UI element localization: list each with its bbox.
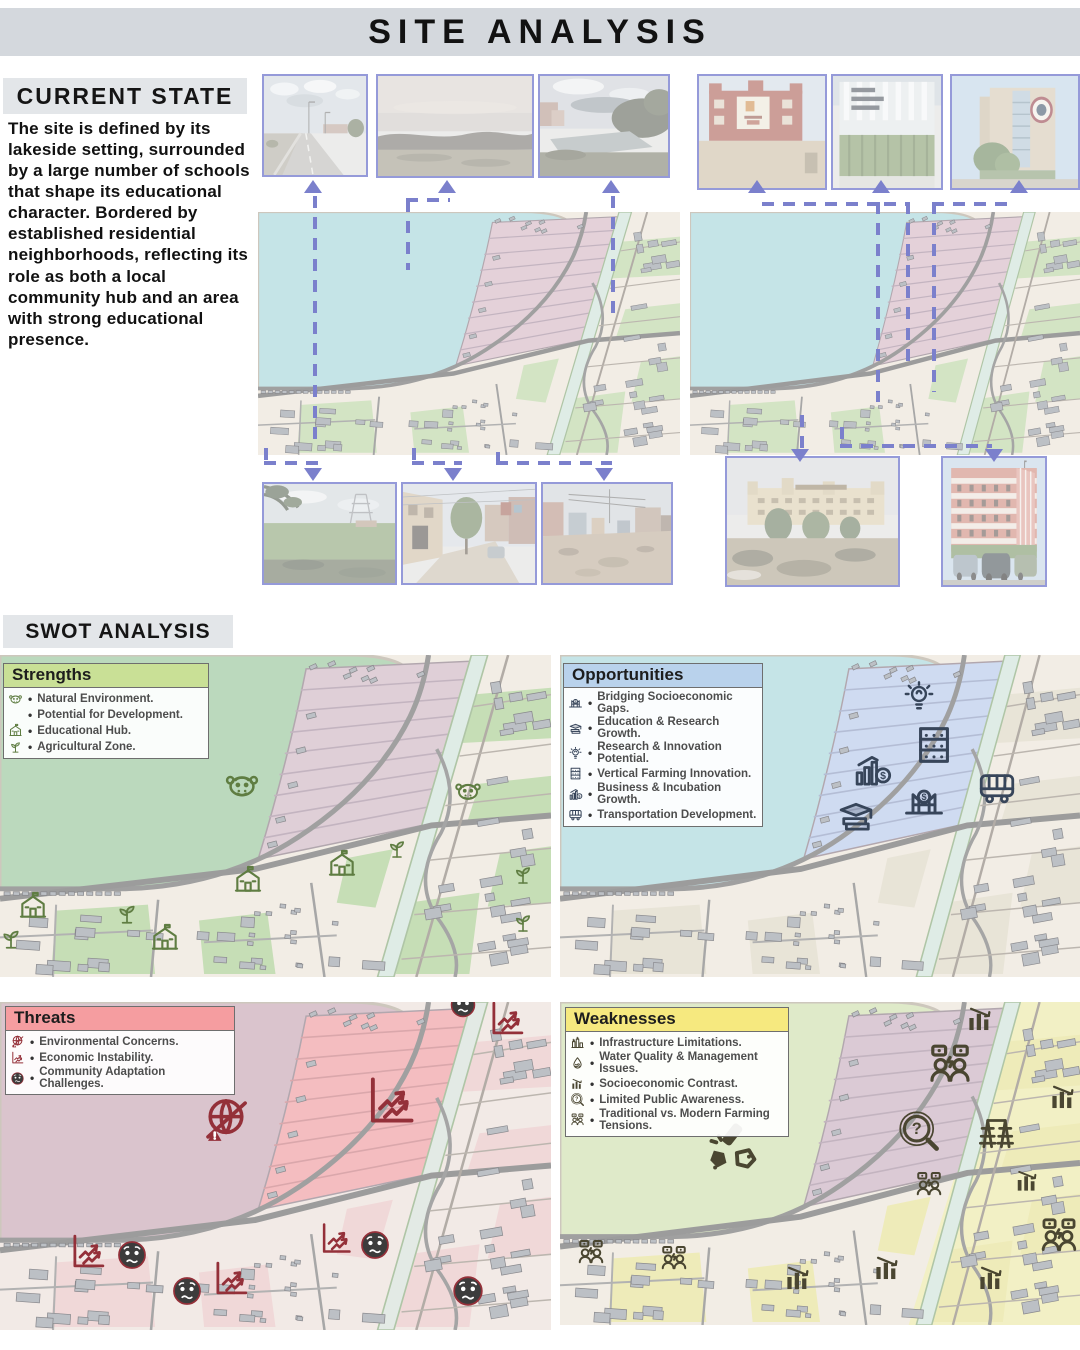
strengths-title: Strengths bbox=[4, 664, 208, 688]
connector-arrow-down-icon bbox=[595, 468, 613, 481]
legend-item-label: Economic Instability. bbox=[39, 1051, 154, 1064]
dashed-connector bbox=[406, 198, 450, 202]
face-icon bbox=[10, 1071, 25, 1086]
title-bar bbox=[0, 8, 1080, 56]
language-school-campus-photo bbox=[725, 456, 900, 587]
dashed-connector bbox=[406, 200, 410, 270]
current-state-heading: CURRENT STATE bbox=[3, 78, 247, 114]
bullet: • bbox=[590, 1076, 595, 1091]
dashed-connector bbox=[611, 196, 615, 314]
dashed-connector bbox=[496, 461, 612, 465]
swot-heading: SWOT ANALYSIS bbox=[3, 615, 233, 648]
legend-item-label: Natural Environment. bbox=[37, 692, 154, 705]
dashed-connector bbox=[313, 196, 317, 446]
connector-arrow-down-icon bbox=[444, 468, 462, 481]
connector-arrow-down-icon bbox=[304, 468, 322, 481]
bullet: • bbox=[590, 1113, 595, 1127]
bullet: • bbox=[28, 723, 33, 738]
shelves-icon bbox=[568, 766, 583, 781]
lakeside-highway-photo bbox=[262, 74, 368, 177]
legend-item bbox=[568, 716, 758, 740]
strengths-legend bbox=[3, 663, 209, 759]
school-icon bbox=[8, 723, 23, 738]
legend-item bbox=[568, 807, 758, 822]
legend-item-label: Limited Public Awareness. bbox=[599, 1093, 745, 1106]
svg-text:?: ? bbox=[911, 1120, 922, 1139]
legend-item bbox=[570, 1035, 784, 1050]
swot-quadrant-opportunities bbox=[560, 655, 1080, 977]
magq-icon bbox=[570, 1092, 585, 1107]
legend-item-label: Infrastructure Limitations. bbox=[599, 1036, 742, 1049]
legend-item bbox=[570, 1092, 784, 1107]
legend-item-label: Bridging Socioeconomic Gaps. bbox=[597, 691, 733, 715]
canal-waterway-photo bbox=[538, 74, 670, 178]
connector-arrow-up-icon bbox=[748, 180, 766, 193]
school-with-logo-photo bbox=[950, 74, 1080, 190]
legend-item-label: Research & Innovation Potential. bbox=[597, 741, 722, 765]
dashed-connector bbox=[412, 461, 462, 465]
current-state-map-east bbox=[690, 212, 1080, 455]
threats-legend bbox=[5, 1006, 235, 1095]
svg-text:$: $ bbox=[574, 698, 577, 703]
connector-arrow-up-icon bbox=[602, 180, 620, 193]
bullet: • bbox=[588, 807, 593, 822]
bullet: • bbox=[590, 1035, 595, 1050]
agricultural-field-photo bbox=[262, 482, 397, 585]
bullet: • bbox=[28, 707, 33, 722]
legend-item bbox=[568, 766, 758, 781]
connector-arrow-up-icon bbox=[1010, 180, 1028, 193]
connector-arrow-down-icon bbox=[985, 449, 1003, 462]
dashed-connector bbox=[800, 415, 804, 451]
bullet: • bbox=[30, 1050, 35, 1065]
dashed-connector bbox=[876, 202, 880, 402]
page-title: SITE ANALYSIS bbox=[368, 13, 712, 51]
weaknesses-legend bbox=[565, 1007, 789, 1137]
bullet: • bbox=[588, 746, 593, 760]
bullet: • bbox=[588, 787, 593, 801]
barsdown-icon bbox=[570, 1076, 585, 1091]
svg-text:$: $ bbox=[880, 769, 886, 782]
bullet: • bbox=[30, 1034, 35, 1049]
legend-item-label: Education & Research Growth. bbox=[597, 716, 720, 740]
legend-item bbox=[8, 739, 204, 754]
bullet: • bbox=[588, 766, 593, 781]
legend-item bbox=[568, 741, 758, 765]
swot-quadrant-strengths bbox=[0, 655, 551, 977]
connector-arrow-up-icon bbox=[872, 180, 890, 193]
econ-icon bbox=[10, 1050, 25, 1065]
svg-text:?: ? bbox=[575, 1096, 579, 1103]
plant-icon bbox=[8, 739, 23, 754]
connector-arrow-up-icon bbox=[438, 180, 456, 193]
bridge-icon bbox=[568, 696, 583, 711]
connector-arrow-up-icon bbox=[304, 180, 322, 193]
dashed-connector bbox=[762, 202, 878, 206]
legend-item-label: Socioeconomic Contrast. bbox=[599, 1077, 738, 1090]
money-icon bbox=[568, 787, 583, 802]
bullet: • bbox=[28, 691, 33, 706]
apartment-block-photo bbox=[941, 456, 1047, 587]
dashed-connector bbox=[840, 444, 992, 448]
dashed-connector bbox=[932, 202, 936, 392]
legend-item bbox=[8, 707, 204, 722]
red-school-building-photo bbox=[697, 74, 827, 190]
people-icon bbox=[570, 1113, 585, 1128]
cow-icon bbox=[8, 691, 23, 706]
swot-quadrant-weaknesses bbox=[560, 1002, 1080, 1325]
svg-text:$: $ bbox=[921, 791, 927, 802]
swot-quadrant-threats bbox=[0, 1002, 551, 1330]
bullet: • bbox=[28, 739, 33, 754]
legend-item-label: Agricultural Zone. bbox=[37, 740, 136, 753]
svg-text:$: $ bbox=[578, 793, 581, 798]
legend-item-label: Community Adaptation Challenges. bbox=[39, 1066, 166, 1090]
connector-arrow-down-icon bbox=[791, 449, 809, 462]
legend-item-label: Traditional vs. Modern Farming Tensions. bbox=[599, 1108, 770, 1132]
legend-item-label: Transportation Development. bbox=[597, 808, 757, 821]
bus-icon bbox=[568, 807, 583, 822]
residential-street-photo bbox=[401, 482, 537, 585]
opportunities-title: Opportunities bbox=[564, 664, 762, 688]
legend-item bbox=[10, 1066, 230, 1090]
bullet: • bbox=[590, 1056, 595, 1070]
legend-item-label: Educational Hub. bbox=[37, 724, 132, 737]
current-state-map-west bbox=[258, 212, 680, 455]
water-icon bbox=[570, 1056, 585, 1071]
dashed-connector bbox=[932, 202, 1016, 206]
delta-language-schools-photo bbox=[831, 74, 943, 190]
unpaved-neighborhood-photo bbox=[541, 482, 673, 585]
bullet: • bbox=[30, 1071, 35, 1085]
legend-item bbox=[8, 723, 204, 738]
legend-item bbox=[568, 691, 758, 715]
current-state-description: The site is defined by its lakeside setting, surrounded by a large number of schools that shape its educational character. Bordered by established residential neighborhoods, reflecting its role as both a local community hub and an area with strong educational presence. bbox=[8, 119, 250, 349]
none-icon bbox=[8, 707, 23, 722]
dashed-connector bbox=[906, 202, 910, 367]
legend-item-label: Business & Incubation Growth. bbox=[597, 782, 722, 806]
gradbooks-icon bbox=[568, 721, 583, 736]
opportunities-legend bbox=[563, 663, 763, 827]
legend-item bbox=[568, 782, 758, 806]
bulb-icon bbox=[568, 746, 583, 761]
threats-title: Threats bbox=[6, 1007, 234, 1031]
bullet: • bbox=[588, 721, 593, 735]
legend-item-label: Environmental Concerns. bbox=[39, 1035, 179, 1048]
legend-item bbox=[570, 1051, 784, 1075]
globe-icon bbox=[10, 1034, 25, 1049]
weaknesses-title: Weaknesses bbox=[566, 1008, 788, 1032]
legend-item-label: Water Quality & Management Issues. bbox=[599, 1051, 758, 1075]
legend-item bbox=[10, 1034, 230, 1049]
dashed-connector bbox=[264, 461, 322, 465]
bullet: • bbox=[588, 696, 593, 710]
legend-item bbox=[8, 691, 204, 706]
legend-item bbox=[570, 1076, 784, 1091]
legend-item-label: Vertical Farming Innovation. bbox=[597, 767, 752, 780]
bullet: • bbox=[590, 1092, 595, 1107]
legend-item-label: Potential for Development. bbox=[37, 708, 183, 721]
factory-icon bbox=[570, 1035, 585, 1050]
lake-panorama-photo bbox=[376, 74, 534, 178]
legend-item bbox=[10, 1050, 230, 1065]
legend-item bbox=[570, 1108, 784, 1132]
